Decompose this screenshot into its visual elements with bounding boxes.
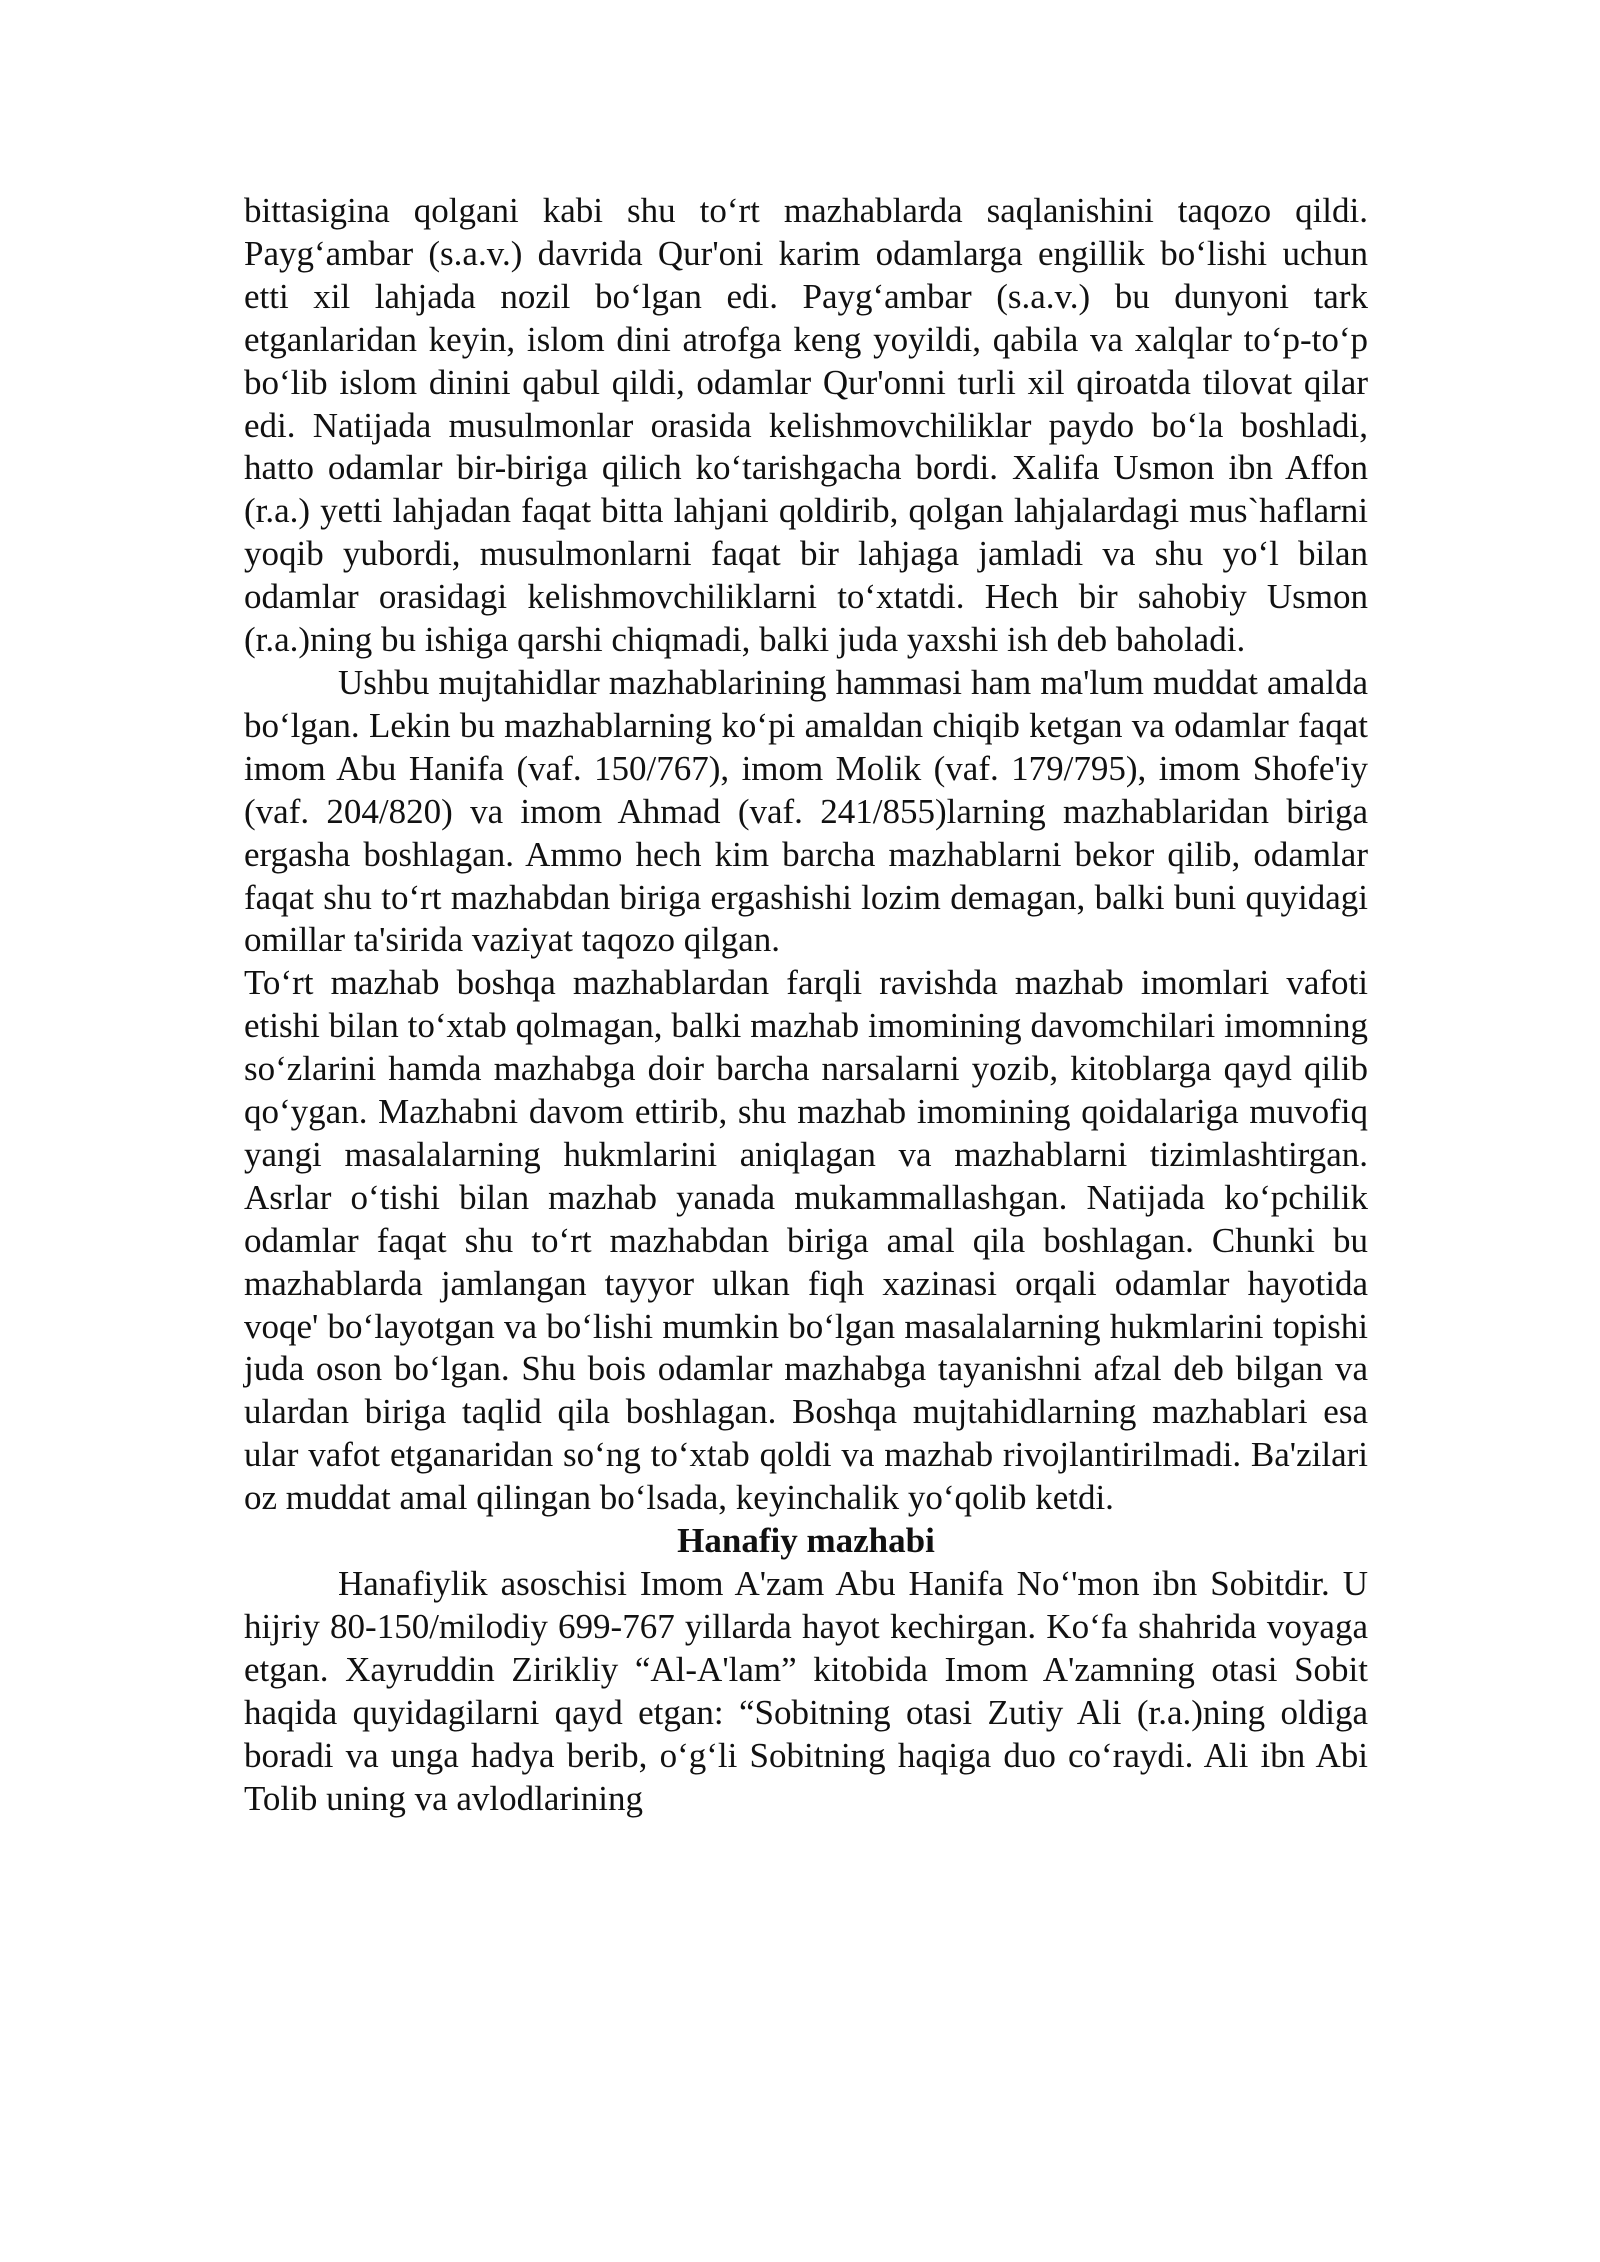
section-heading: Hanafiy mazhabi: [677, 1521, 935, 1561]
paragraph-3: To‘rt mazhab boshqa mazhablardan farqli ravishda mazhab imomlari vafoti etishi bilan to‘xtab qolmagan, balki mazhab imomining davomchilari imomning so‘zlarini hamda mazhabga doir barcha narsalarni yozib, kitoblarga qayd qilib qo‘ygan. Mazhabni davom ettirib, shu mazhab imomining qoidalariga muvofiq yangi masalalarning hukmlarini aniqlagan va mazhablarni tizimlashtirgan. Asrlar o‘tishi bilan mazhab yanada mukammallashgan. Natijada ko‘pchilik odamlar faqat shu to‘rt mazhabdan biriga amal qila boshlagan. Chunki bu mazhablarda jamlangan tayyor ulkan fiqh xazinasi orqali odamlar hayotida voqe' bo‘layotgan va bo‘lishi mumkin bo‘lgan masalalarning hukmlarini topishi juda oson bo‘lgan. Shu bois odamlar mazhabga tayanishni afzal deb bilgan va ulardan biriga taqlid qila boshlagan. Boshqa mujtahidlarning mazhablari esa ular vafot etganaridan so‘ng to‘xtab qoldi va mazhab rivojlantirilmadi. Ba'zilari oz muddat amal qilingan bo‘lsada, keyinchalik yo‘qolib ketdi.: [244, 963, 1368, 1518]
paragraph-1: bittasigina qolgani kabi shu to‘rt mazhablarda saqlanishini taqozo qildi. Payg‘ambar (s.a.v.) davrida Qur'oni karim odamlarga engillik bo‘lishi uchun etti xil lahjada nozil bo‘lgan edi. Payg‘ambar (s.a.v.) bu dunyoni tark etganlaridan keyin, islom dini atrofga keng yoyildi, qabila va xalqlar to‘p-to‘p bo‘lib islom dinini qabul qildi, odamlar Qur'onni turli xil qiroatda tilovat qilar edi. Natijada musulmonlar orasida kelishmovchiliklar paydo bo‘la boshladi, hatto odamlar bir-biriga qilich ko‘tarishgacha bordi. Xalifa Usmon ibn Affon (r.a.) yetti lahjadan faqat bitta lahjani qoldirib, qolgan lahjalardagi mus`haflarni yoqib yubordi, musulmonlarni faqat bir lahjaga jamladi va shu yo‘l bilan odamlar orasidagi kelishmovchiliklarni to‘xtatdi. Hech bir sahobiy Usmon (r.a.)ning bu ishiga qarshi chiqmadi, balki juda yaxshi ish deb baholadi.: [244, 191, 1368, 660]
document-body: [244, 190, 1368, 1820]
paragraph-4: Hanafiylik asoschisi Imom A'zam Abu Hanifa No‘'mon ibn Sobitdir. U hijriy 80-150/milodiy 699-767 yillarda hayot kechirgan. Ko‘fa shahrida voyaga etgan. Xayruddin Zirikliy “Al-A'lam” kitobida Imom A'zamning otasi Sobit haqida quyidagilarni qayd etgan: “Sobitning otasi Zutiy Ali (r.a.)ning oldiga boradi va unga hadya berib, o‘g‘li Sobitning haqiga duo co‘raydi. Ali ibn Abi Tolib uning va avlodlarining: [244, 1564, 1368, 1818]
paragraph-2: Ushbu mujtahidlar mazhablarining hammasi ham ma'lum muddat amalda bo‘lgan. Lekin bu mazhablarning ko‘pi amaldan chiqib ketgan va odamlar faqat imom Abu Hanifa (vaf. 150/767), imom Molik (vaf. 179/795), imom Shofe'iy (vaf. 204/820) va imom Ahmad (vaf. 241/855)larning mazhablaridan biriga ergasha boshlagan. Ammo hech kim barcha mazhablarni bekor qilib, odamlar faqat shu to‘rt mazhabdan biriga ergashishi lozim demagan, balki buni quyidagi omillar ta'sirida vaziyat taqozo qilgan.: [244, 662, 1368, 960]
